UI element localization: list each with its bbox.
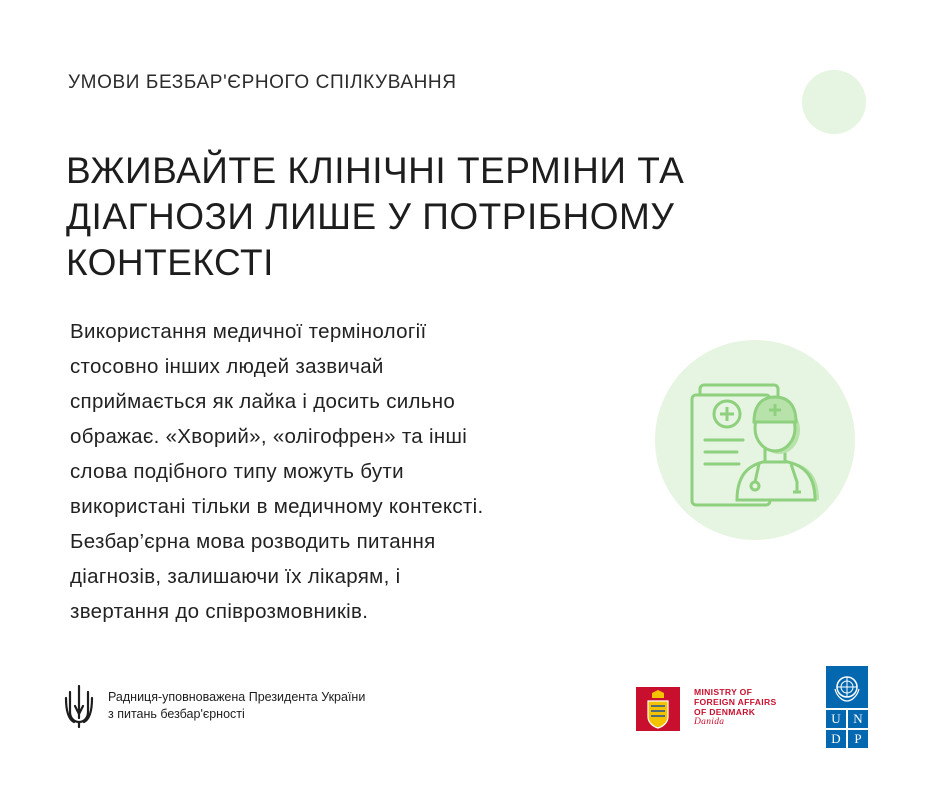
body-line: стосовно інших людей зазвичай xyxy=(70,355,384,378)
danida-label: Danida xyxy=(694,717,725,727)
undp-logo xyxy=(826,666,868,748)
ukraine-trident-icon xyxy=(64,684,94,728)
body-line: сприймається як лайка і досить сильно xyxy=(70,390,456,413)
adviser-line: Радниця-уповноважена Президента України xyxy=(108,690,366,704)
undp-letter: P xyxy=(848,730,868,748)
adviser-line: з питань безбар'єрності xyxy=(108,707,245,721)
un-emblem-icon xyxy=(826,666,868,708)
undp-letter: D xyxy=(826,730,846,748)
adviser-text xyxy=(108,689,365,723)
mfa-text xyxy=(694,687,776,727)
doctor-with-medical-chart-icon xyxy=(655,340,855,540)
headline-line: ВЖИВАЙТЕ КЛІНІЧНІ ТЕРМІНИ ТА xyxy=(66,150,685,191)
danish-coat-of-arms-icon xyxy=(636,687,680,731)
section-eyebrow: УМОВИ БЕЗБАР'ЄРНОГО СПІЛКУВАННЯ xyxy=(68,72,457,93)
mfa-line: MINISTRY OF xyxy=(694,687,753,697)
body-line: використані тільки в медичному контексті. xyxy=(70,495,484,518)
mfa-denmark-logo xyxy=(636,687,776,731)
president-adviser-block xyxy=(64,684,365,728)
undp-letter: N xyxy=(848,710,868,728)
body-line: діагнозів, залишаючи їх лікарям, і xyxy=(70,565,401,588)
body-line: слова подібного типу можуть бути xyxy=(70,460,404,483)
headline xyxy=(66,148,746,286)
undp-letters xyxy=(826,710,868,748)
headline-line: ДІАГНОЗИ ЛИШЕ У ПОТРІБНОМУ xyxy=(66,196,675,237)
body-line: Безбар’єрна мова розводить питання xyxy=(70,530,436,553)
headline-line: КОНТЕКСТІ xyxy=(66,242,274,283)
decorative-circle xyxy=(802,70,866,134)
body-line: звертання до співрозмовників. xyxy=(70,600,369,623)
mfa-line: FOREIGN AFFAIRS xyxy=(694,697,777,707)
body-line: ображає. «Хворий», «олігофрен» та інші xyxy=(70,425,468,448)
mfa-line: OF DENMARK xyxy=(694,707,756,717)
undp-letter: U xyxy=(826,710,846,728)
body-line: Використання медичної термінології xyxy=(70,320,427,343)
body-paragraph xyxy=(70,314,630,629)
